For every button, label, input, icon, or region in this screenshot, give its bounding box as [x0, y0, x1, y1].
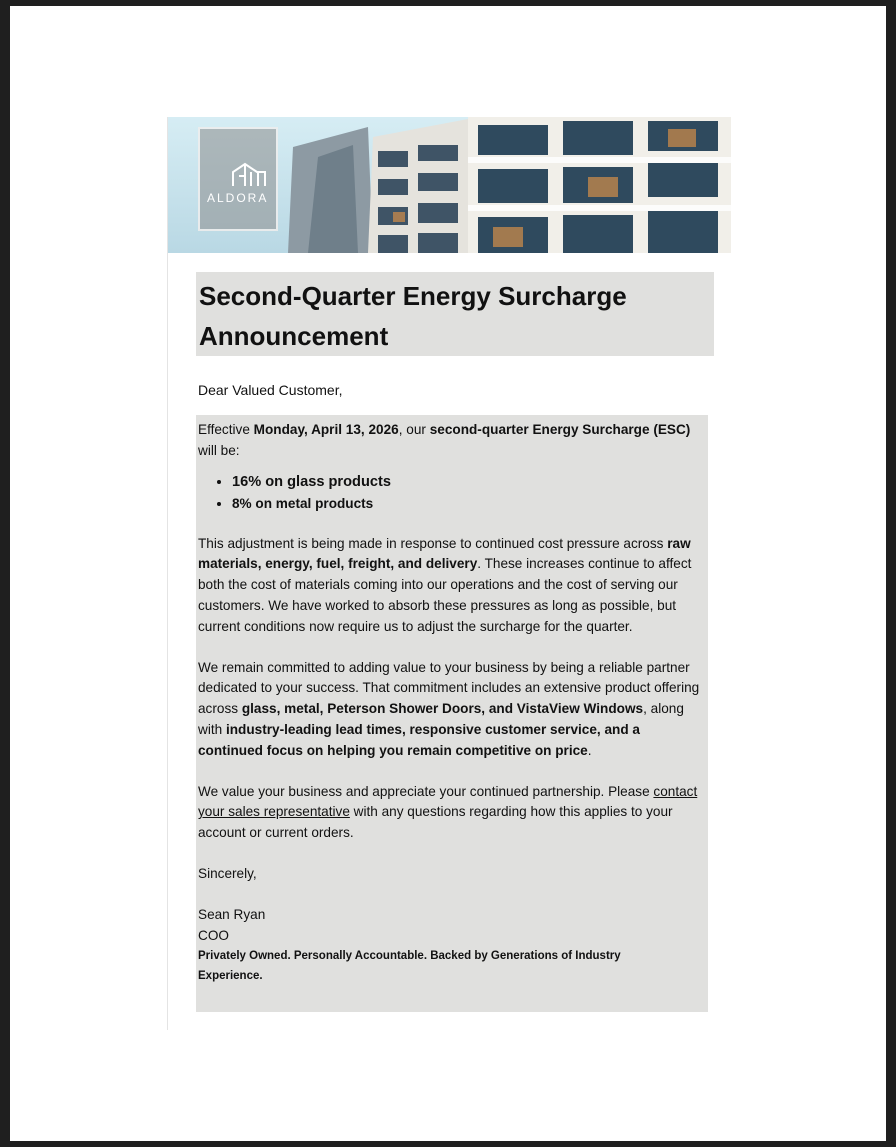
hero-banner: [168, 117, 731, 253]
effective-date: Monday, April 13, 2026: [253, 422, 399, 437]
signer-role: COO: [198, 927, 229, 943]
logo-text: ALDORA: [207, 191, 269, 205]
contact-sales-link[interactable]: contact your sales representative: [198, 783, 698, 820]
intro-paragraph: Effective Monday, April 13, 2026, our second-quarter Energy Surcharge (ESC) will be:: [198, 422, 691, 458]
signer-name: Sean Ryan: [198, 906, 266, 922]
document-page: [10, 6, 886, 1141]
logo-mark-icon: [231, 162, 267, 188]
commitment-paragraph: We remain committed to adding value to your business by being a reliable partner dedicated to your success. That commitment includes an extensive product offering across glass, metal, Peterson Shower Doors, and VistaView Windows, along with industry-leading lead times, responsive customer service, and a continued focus on helping you remain competitive on price.: [198, 659, 700, 758]
tagline: Privately Owned. Personally Accountable. Backed by Generations of Industry Experience.: [198, 950, 621, 983]
closing: Sincerely,: [198, 865, 257, 881]
contact-paragraph: We value your business and appreciate your continued partnership. Please contact your sales representative with any questions regarding how this applies to your account or current orders.: [198, 783, 698, 841]
page-title: Second-Quarter Energy Surcharge Announcement: [199, 281, 627, 351]
rate-list: [198, 472, 704, 514]
title-box: [196, 272, 714, 356]
message-box: [196, 415, 708, 1012]
email-body: [167, 117, 732, 1030]
greeting: Dear Valued Customer,: [198, 382, 343, 398]
list-item: • 16% on glass products: [232, 472, 704, 493]
list-item: • 8% on metal products: [232, 493, 704, 514]
message-body: [198, 420, 704, 986]
reason-paragraph: This adjustment is being made in response to continued cost pressure across raw materials, energy, fuel, freight, and delivery. These increases continue to affect both the cost of materials coming into our operations and the cost of serving our customers. We have worked to absorb these pressures as long as possible, but current conditions now require us to adjust the surcharge for the quarter.: [198, 535, 692, 634]
surcharge-name: second-quarter Energy Surcharge (ESC): [429, 422, 691, 437]
